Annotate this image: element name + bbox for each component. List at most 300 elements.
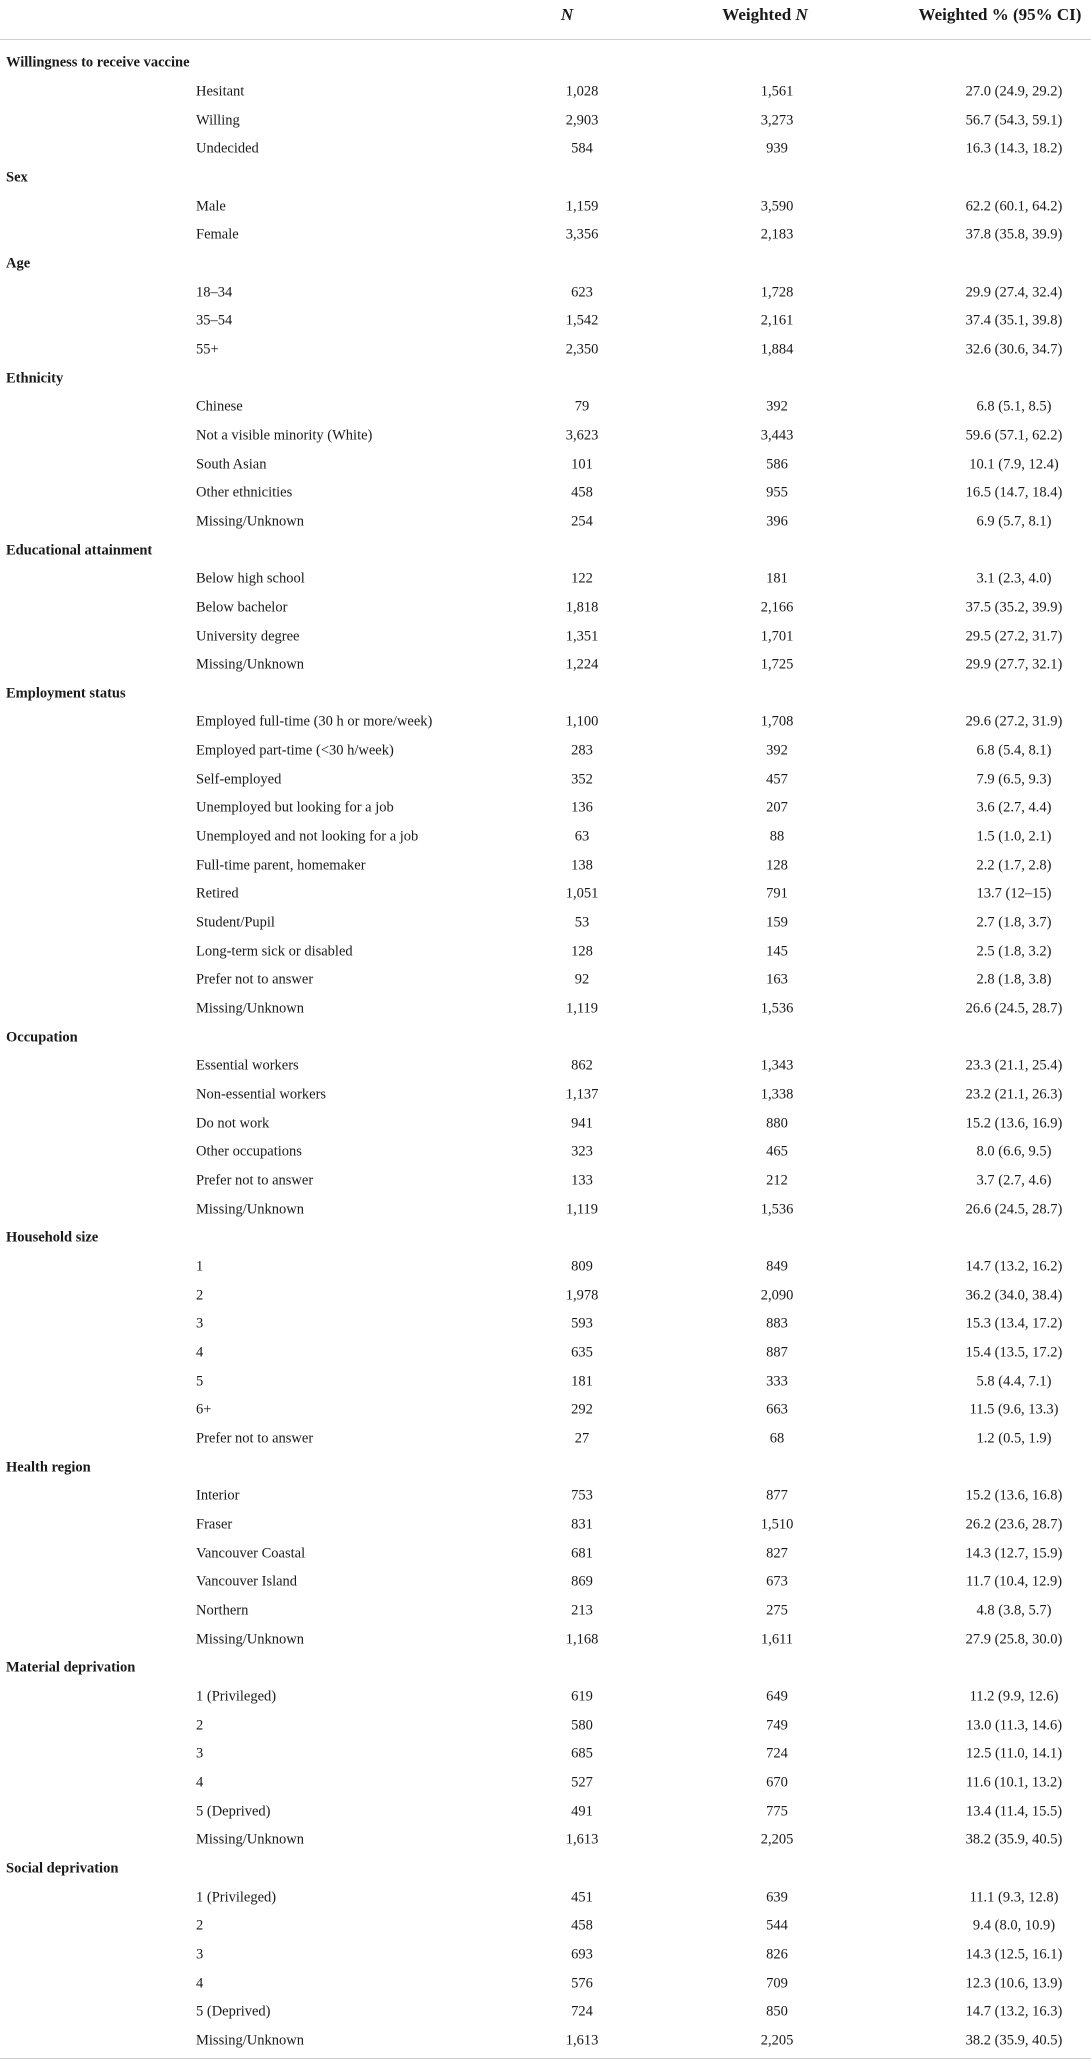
cell-weighted-pct: 13.0 (11.3, 14.6) xyxy=(965,1717,1063,1734)
cell-weighted-pct: 15.2 (13.6, 16.8) xyxy=(965,1487,1063,1504)
cell-weighted-pct: 6.8 (5.4, 8.1) xyxy=(976,742,1052,759)
cell-weighted-pct: 14.3 (12.5, 16.1) xyxy=(965,1946,1063,1963)
table-row xyxy=(0,880,1091,909)
cell-weighted-pct: 3.6 (2.7, 4.4) xyxy=(976,799,1052,816)
section-title: Occupation xyxy=(6,1029,78,1046)
cell-weighted-n: 457 xyxy=(766,771,788,788)
cell-n: 576 xyxy=(571,1975,593,1992)
cell-weighted-pct: 26.2 (23.6, 28.7) xyxy=(965,1516,1063,1533)
cell-n: 63 xyxy=(574,828,590,845)
cell-weighted-pct: 1.2 (0.5, 1.9) xyxy=(976,1430,1052,1447)
cell-weighted-pct: 32.6 (30.6, 34.7) xyxy=(965,341,1063,358)
table-row xyxy=(0,2027,1091,2056)
table-row xyxy=(0,1568,1091,1597)
cell-weighted-n: 3,590 xyxy=(760,198,794,215)
cell-n: 635 xyxy=(571,1344,593,1361)
cell-weighted-pct: 11.7 (10.4, 12.9) xyxy=(965,1573,1063,1590)
row-label: Northern xyxy=(196,1602,249,1619)
cell-weighted-n: 1,536 xyxy=(760,1000,794,1017)
cell-n: 1,119 xyxy=(565,1201,599,1218)
row-label: 1 (Privileged) xyxy=(196,1889,277,1906)
cell-weighted-pct: 14.7 (13.2, 16.3) xyxy=(965,2003,1063,2020)
cell-weighted-pct: 16.5 (14.7, 18.4) xyxy=(965,484,1063,501)
cell-weighted-n: 1,561 xyxy=(760,83,794,100)
row-label: Essential workers xyxy=(196,1057,299,1074)
section-title: Employment status xyxy=(6,685,126,702)
table-row xyxy=(0,1081,1091,1110)
cell-weighted-n: 791 xyxy=(766,885,788,902)
cell-n: 1,168 xyxy=(565,1631,599,1648)
cell-weighted-pct: 6.8 (5.1, 8.5) xyxy=(976,398,1052,415)
cell-weighted-n: 1,510 xyxy=(760,1516,794,1533)
row-label: 1 (Privileged) xyxy=(196,1688,277,1705)
cell-n: 681 xyxy=(571,1545,593,1562)
table-row xyxy=(0,1109,1091,1138)
row-label: Unemployed but looking for a job xyxy=(196,799,394,816)
cell-weighted-n: 1,701 xyxy=(760,628,794,644)
row-label: 6+ xyxy=(196,1401,212,1418)
cell-n: 580 xyxy=(571,1717,593,1734)
table-row xyxy=(0,221,1091,250)
cell-weighted-n: 849 xyxy=(766,1258,788,1275)
row-label: 5 xyxy=(196,1373,204,1390)
cell-weighted-n: 333 xyxy=(766,1373,788,1390)
row-label: University degree xyxy=(196,628,300,644)
section-title: Willingness to receive vaccine xyxy=(6,54,190,71)
table-row xyxy=(0,1138,1091,1167)
cell-weighted-pct: 26.6 (24.5, 28.7) xyxy=(965,1201,1063,1218)
row-label: 2 xyxy=(196,1287,204,1304)
cell-n: 1,137 xyxy=(565,1086,599,1103)
row-label: Other ethnicities xyxy=(196,484,293,501)
cell-weighted-pct: 11.5 (9.6, 13.3) xyxy=(969,1401,1059,1418)
cell-weighted-n: 2,205 xyxy=(760,2032,794,2049)
row-label: Male xyxy=(196,198,226,215)
cell-weighted-n: 663 xyxy=(766,1401,788,1418)
cell-weighted-pct: 13.7 (12–15) xyxy=(976,885,1052,902)
row-label: 4 xyxy=(196,1344,204,1361)
cell-weighted-pct: 11.2 (9.9, 12.6) xyxy=(969,1688,1059,1705)
cell-weighted-n: 724 xyxy=(766,1745,788,1762)
table-row xyxy=(0,1367,1091,1396)
cell-weighted-n: 955 xyxy=(766,484,788,501)
cell-weighted-pct: 11.6 (10.1, 13.2) xyxy=(965,1774,1063,1791)
cell-weighted-n: 939 xyxy=(766,140,788,157)
section-title: Ethnicity xyxy=(6,370,64,387)
table-row xyxy=(0,995,1091,1024)
cell-weighted-pct: 27.0 (24.9, 29.2) xyxy=(965,83,1063,100)
header-weighted-pct: Weighted % (95% CI) xyxy=(918,5,1082,24)
cell-n: 2,903 xyxy=(565,112,599,129)
row-label: 5 (Deprived) xyxy=(196,1803,271,1820)
table-row xyxy=(0,1167,1091,1196)
cell-n: 53 xyxy=(574,914,590,931)
cell-weighted-pct: 12.3 (10.6, 13.9) xyxy=(965,1975,1063,1992)
row-label: 3 xyxy=(196,1946,204,1963)
row-label: Missing/Unknown xyxy=(196,2032,304,2049)
table-row xyxy=(0,1769,1091,1798)
cell-weighted-pct: 29.5 (27.2, 31.7) xyxy=(965,628,1063,644)
table-row xyxy=(0,1281,1091,1310)
section-heading xyxy=(0,1855,1091,1884)
table-row xyxy=(0,1969,1091,1998)
table-row xyxy=(0,1597,1091,1626)
row-label: South Asian xyxy=(196,456,267,473)
row-label: Hesitant xyxy=(196,83,245,100)
header-rule xyxy=(0,39,1091,40)
cell-n: 623 xyxy=(571,284,593,301)
row-label: 4 xyxy=(196,1774,204,1791)
table-row xyxy=(0,1396,1091,1425)
row-label: 35–54 xyxy=(196,312,233,329)
section-title: Educational attainment xyxy=(6,542,153,559)
row-label: Interior xyxy=(196,1487,240,1504)
cell-weighted-pct: 14.3 (12.7, 15.9) xyxy=(965,1545,1063,1562)
table-row xyxy=(0,1998,1091,2027)
table-row xyxy=(0,1195,1091,1224)
table-row xyxy=(0,1253,1091,1282)
cell-weighted-pct: 23.2 (21.1, 26.3) xyxy=(965,1086,1063,1103)
table-row xyxy=(0,1826,1091,1855)
section-heading xyxy=(0,1023,1091,1052)
cell-weighted-pct: 37.4 (35.1, 39.8) xyxy=(965,312,1063,329)
header-weighted-n: Weighted N xyxy=(722,5,808,24)
cell-weighted-n: 465 xyxy=(766,1143,788,1160)
table-row xyxy=(0,1339,1091,1368)
row-label: Below bachelor xyxy=(196,599,288,616)
cell-n: 128 xyxy=(571,943,593,960)
cell-weighted-n: 392 xyxy=(766,742,788,759)
cell-weighted-n: 396 xyxy=(766,513,788,530)
cell-weighted-pct: 1.5 (1.0, 2.1) xyxy=(976,828,1052,845)
cell-n: 3,356 xyxy=(565,226,599,243)
cell-weighted-n: 649 xyxy=(766,1688,788,1705)
row-label: Full-time parent, homemaker xyxy=(196,857,366,874)
cell-weighted-n: 145 xyxy=(766,943,788,960)
cell-weighted-n: 887 xyxy=(766,1344,788,1361)
row-label: Not a visible minority (White) xyxy=(196,427,373,444)
cell-weighted-pct: 3.7 (2.7, 4.6) xyxy=(976,1172,1052,1189)
table-row xyxy=(0,393,1091,422)
table-row xyxy=(0,1683,1091,1712)
cell-weighted-n: 212 xyxy=(766,1172,788,1189)
cell-weighted-n: 68 xyxy=(769,1430,785,1447)
cell-n: 458 xyxy=(571,1917,593,1934)
cell-n: 1,028 xyxy=(565,83,599,100)
cell-weighted-n: 1,884 xyxy=(760,341,794,358)
cell-weighted-n: 2,205 xyxy=(760,1831,794,1848)
table-row xyxy=(0,565,1091,594)
cell-weighted-n: 181 xyxy=(766,570,788,587)
cell-weighted-pct: 15.3 (13.4, 17.2) xyxy=(965,1315,1063,1332)
cell-n: 352 xyxy=(571,771,593,788)
cell-n: 724 xyxy=(571,2003,593,2020)
row-label: Female xyxy=(196,226,239,243)
row-label: Undecided xyxy=(196,140,259,157)
cell-n: 122 xyxy=(571,570,593,587)
cell-weighted-pct: 62.2 (60.1, 64.2) xyxy=(965,198,1063,215)
row-label: Prefer not to answer xyxy=(196,971,314,988)
cell-weighted-pct: 4.8 (3.8, 5.7) xyxy=(976,1602,1052,1619)
cell-weighted-n: 2,166 xyxy=(760,599,794,616)
cell-weighted-pct: 56.7 (54.3, 59.1) xyxy=(965,112,1063,129)
cell-weighted-pct: 9.4 (8.0, 10.9) xyxy=(972,1917,1056,1934)
row-label: Missing/Unknown xyxy=(196,1000,304,1017)
table-row xyxy=(0,1711,1091,1740)
cell-n: 1,159 xyxy=(565,198,599,215)
cell-n: 254 xyxy=(571,513,593,530)
table-row xyxy=(0,708,1091,737)
table-row xyxy=(0,937,1091,966)
cell-weighted-pct: 23.3 (21.1, 25.4) xyxy=(965,1057,1063,1074)
cell-n: 685 xyxy=(571,1745,593,1762)
cell-weighted-pct: 15.2 (13.6, 16.9) xyxy=(965,1115,1063,1132)
header-n: N xyxy=(560,5,574,24)
table-row xyxy=(0,1511,1091,1540)
section-heading xyxy=(0,49,1091,78)
section-title: Household size xyxy=(6,1229,99,1246)
cell-n: 138 xyxy=(571,857,593,874)
cell-weighted-pct: 29.9 (27.4, 32.4) xyxy=(965,284,1063,301)
cell-weighted-pct: 2.7 (1.8, 3.7) xyxy=(976,914,1052,931)
cell-weighted-n: 1,728 xyxy=(760,284,794,301)
cell-n: 2,350 xyxy=(565,341,599,358)
section-title: Age xyxy=(6,255,31,272)
cell-weighted-n: 1,708 xyxy=(760,713,794,730)
row-label: Non-essential workers xyxy=(196,1086,327,1103)
section-heading xyxy=(0,1453,1091,1482)
cell-weighted-pct: 13.4 (11.4, 15.5) xyxy=(965,1803,1063,1820)
section-heading xyxy=(0,1224,1091,1253)
row-label: 55+ xyxy=(196,341,219,358)
cell-weighted-n: 670 xyxy=(766,1774,788,1791)
cell-weighted-pct: 38.2 (35.9, 40.5) xyxy=(965,1831,1063,1848)
cell-weighted-pct: 26.6 (24.5, 28.7) xyxy=(965,1000,1063,1017)
section-heading xyxy=(0,680,1091,709)
cell-n: 869 xyxy=(571,1573,593,1590)
row-label: Other occupations xyxy=(196,1143,302,1160)
cell-n: 527 xyxy=(571,1774,593,1791)
cell-weighted-pct: 15.4 (13.5, 17.2) xyxy=(965,1344,1063,1361)
table-row xyxy=(0,851,1091,880)
cell-n: 79 xyxy=(574,398,590,415)
table-row xyxy=(0,1625,1091,1654)
table-row xyxy=(0,1941,1091,1970)
cell-n: 283 xyxy=(571,742,593,759)
cell-n: 181 xyxy=(571,1373,593,1390)
cell-weighted-n: 775 xyxy=(766,1803,788,1820)
cell-n: 593 xyxy=(571,1315,593,1332)
table-row xyxy=(0,106,1091,135)
cell-n: 693 xyxy=(571,1946,593,1963)
row-label: 3 xyxy=(196,1745,204,1762)
cell-weighted-n: 159 xyxy=(766,914,788,931)
cell-weighted-n: 128 xyxy=(766,857,788,874)
table-row xyxy=(0,1797,1091,1826)
cell-weighted-n: 1,338 xyxy=(760,1086,794,1103)
cell-n: 809 xyxy=(571,1258,593,1275)
table-row xyxy=(0,794,1091,823)
table-row xyxy=(0,307,1091,336)
row-label: Self-employed xyxy=(196,771,282,788)
row-label: Missing/Unknown xyxy=(196,1631,304,1648)
table-row xyxy=(0,1482,1091,1511)
cell-n: 941 xyxy=(571,1115,593,1132)
cell-n: 27 xyxy=(574,1430,590,1447)
table-row xyxy=(0,1883,1091,1912)
section-heading xyxy=(0,164,1091,193)
table-row xyxy=(0,651,1091,680)
table-row xyxy=(0,1310,1091,1339)
table-row xyxy=(0,766,1091,795)
cell-weighted-pct: 27.9 (25.8, 30.0) xyxy=(965,1631,1063,1648)
cell-weighted-n: 586 xyxy=(766,456,788,473)
cell-weighted-n: 2,161 xyxy=(760,312,794,329)
section-title: Material deprivation xyxy=(6,1659,136,1676)
row-label: Unemployed and not looking for a job xyxy=(196,828,419,845)
row-label: 5 (Deprived) xyxy=(196,2003,271,2020)
table-row xyxy=(0,479,1091,508)
row-label: Vancouver Coastal xyxy=(196,1545,306,1562)
table-row xyxy=(0,909,1091,938)
cell-weighted-n: 3,443 xyxy=(760,427,794,444)
cell-n: 451 xyxy=(571,1889,593,1906)
row-label: Prefer not to answer xyxy=(196,1172,314,1189)
cell-n: 1,051 xyxy=(565,885,599,902)
cell-weighted-n: 826 xyxy=(766,1946,788,1963)
cell-n: 213 xyxy=(571,1602,593,1619)
row-label: Willing xyxy=(196,112,240,129)
cell-weighted-n: 877 xyxy=(766,1487,788,1504)
cell-weighted-pct: 2.2 (1.7, 2.8) xyxy=(976,857,1052,874)
cell-weighted-n: 639 xyxy=(766,1889,788,1906)
cell-weighted-n: 88 xyxy=(769,828,785,845)
table-row xyxy=(0,450,1091,479)
row-label: Do not work xyxy=(196,1115,270,1132)
row-label: Missing/Unknown xyxy=(196,1831,304,1848)
row-label: Long-term sick or disabled xyxy=(196,943,353,960)
table-row xyxy=(0,1539,1091,1568)
table-row xyxy=(0,1740,1091,1769)
cell-weighted-n: 1,725 xyxy=(760,656,794,673)
cell-n: 92 xyxy=(574,971,590,988)
cell-n: 1,613 xyxy=(565,1831,599,1848)
cell-weighted-n: 883 xyxy=(766,1315,788,1332)
cell-n: 458 xyxy=(571,484,593,501)
cell-n: 1,542 xyxy=(565,312,599,329)
bottom-rule xyxy=(0,2058,1091,2059)
cell-weighted-n: 392 xyxy=(766,398,788,415)
section-heading xyxy=(0,250,1091,279)
row-label: Retired xyxy=(196,885,239,902)
row-label: Missing/Unknown xyxy=(196,1201,304,1218)
cell-n: 1,119 xyxy=(565,1000,599,1017)
cell-n: 619 xyxy=(571,1688,593,1705)
cell-weighted-pct: 12.5 (11.0, 14.1) xyxy=(965,1745,1063,1762)
cell-weighted-n: 2,183 xyxy=(760,226,794,243)
cell-n: 1,978 xyxy=(565,1287,599,1304)
row-label: Fraser xyxy=(196,1516,233,1533)
cell-weighted-n: 207 xyxy=(766,799,788,816)
cell-weighted-pct: 7.9 (6.5, 9.3) xyxy=(976,771,1052,788)
cell-weighted-n: 673 xyxy=(766,1573,788,1590)
cell-weighted-n: 275 xyxy=(766,1602,788,1619)
table-row xyxy=(0,278,1091,307)
cell-weighted-pct: 11.1 (9.3, 12.8) xyxy=(969,1889,1059,1906)
table-row xyxy=(0,966,1091,995)
section-heading xyxy=(0,1654,1091,1683)
table-row xyxy=(0,336,1091,365)
cell-weighted-n: 749 xyxy=(766,1717,788,1734)
table-row xyxy=(0,135,1091,164)
table-row xyxy=(0,1425,1091,1454)
table-row xyxy=(0,78,1091,107)
section-title: Social deprivation xyxy=(6,1860,119,1877)
cell-weighted-pct: 16.3 (14.3, 18.2) xyxy=(965,140,1063,157)
cell-weighted-n: 1,536 xyxy=(760,1201,794,1218)
row-label: Chinese xyxy=(196,398,243,415)
cell-weighted-pct: 14.7 (13.2, 16.2) xyxy=(965,1258,1063,1275)
cell-n: 1,613 xyxy=(565,2032,599,2049)
table-row xyxy=(0,594,1091,623)
cell-weighted-n: 850 xyxy=(766,2003,788,2020)
cell-weighted-n: 709 xyxy=(766,1975,788,1992)
cell-n: 831 xyxy=(571,1516,593,1533)
table-row xyxy=(0,737,1091,766)
table-row xyxy=(0,422,1091,451)
row-label: Employed part-time (<30 h/week) xyxy=(196,742,394,759)
cell-weighted-n: 827 xyxy=(766,1545,788,1562)
section-heading xyxy=(0,536,1091,565)
cell-weighted-pct: 10.1 (7.9, 12.4) xyxy=(969,456,1059,473)
cell-weighted-pct: 36.2 (34.0, 38.4) xyxy=(965,1287,1063,1304)
cell-n: 1,351 xyxy=(565,628,599,644)
row-label: Below high school xyxy=(196,570,305,587)
row-label: Prefer not to answer xyxy=(196,1430,314,1447)
cell-n: 1,100 xyxy=(565,713,599,730)
table-row xyxy=(0,1912,1091,1941)
cell-weighted-pct: 6.9 (5.7, 8.1) xyxy=(976,513,1052,530)
cell-weighted-pct: 29.9 (27.7, 32.1) xyxy=(965,656,1063,673)
cell-n: 133 xyxy=(571,1172,593,1189)
row-label: 2 xyxy=(196,1917,204,1934)
cell-weighted-pct: 2.8 (1.8, 3.8) xyxy=(976,971,1052,988)
cell-n: 753 xyxy=(571,1487,593,1504)
table-row xyxy=(0,192,1091,221)
cell-n: 1,818 xyxy=(565,599,599,616)
table-row xyxy=(0,823,1091,852)
cell-weighted-pct: 38.2 (35.9, 40.5) xyxy=(965,2032,1063,2049)
cell-n: 862 xyxy=(571,1057,593,1074)
cell-weighted-pct: 5.8 (4.4, 7.1) xyxy=(976,1373,1052,1390)
cell-weighted-pct: 2.5 (1.8, 3.2) xyxy=(976,943,1052,960)
cell-n: 101 xyxy=(571,456,593,473)
cell-weighted-pct: 37.5 (35.2, 39.9) xyxy=(965,599,1063,616)
cell-n: 3,623 xyxy=(565,427,599,444)
cell-weighted-pct: 8.0 (6.6, 9.5) xyxy=(976,1143,1052,1160)
row-label: Employed full-time (30 h or more/week) xyxy=(196,713,433,730)
cell-weighted-n: 544 xyxy=(766,1917,788,1934)
row-label: Vancouver Island xyxy=(196,1573,298,1590)
section-title: Health region xyxy=(6,1459,91,1476)
cell-weighted-n: 1,611 xyxy=(760,1631,794,1648)
row-label: Missing/Unknown xyxy=(196,513,304,530)
section-title: Sex xyxy=(6,169,28,186)
cell-n: 584 xyxy=(571,140,593,157)
cell-weighted-pct: 29.6 (27.2, 31.9) xyxy=(965,713,1063,730)
table-header xyxy=(0,0,1091,30)
cell-weighted-n: 3,273 xyxy=(760,112,794,129)
